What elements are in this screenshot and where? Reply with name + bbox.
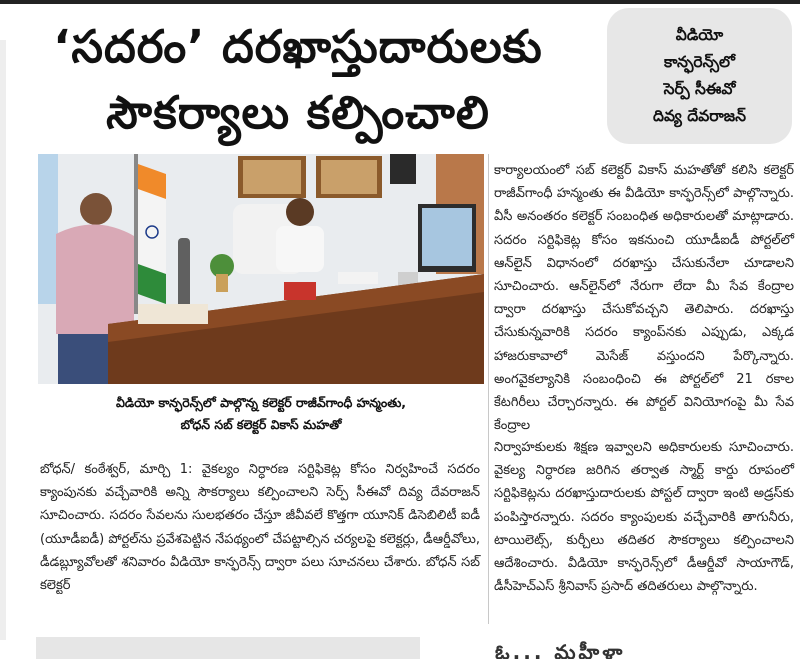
photo-illustration [38,154,484,384]
next-article-strip [36,637,420,659]
article-column-right-continued: నిర్వాహకులకు శిక్షణ ఇవ్వాలని అధికారులకు సూచించారు. వైకల్య నిర్ధారణ జరిగిన తర్వాత స్మార్ట్ కార్డు రూపంలో సర్టిఫికెట్లను దరఖాస్తుదారులకు పోస్టల్ ద్వారా ఇంటి అడ్రస్‌కు పంపిస్తారన్నారు. సదరం క్యాంపులకు వచ్చేవారికి తాగునీరు, టాయిలెట్స్, కుర్చీలు తదితర సౌకర్యాలు కల్పించాలని ఆదేశించారు. వీడియో కాన్ఫరెన్స్‌లో డీఆర్డీవో సాయాగౌడ్, డీసీహెచ్ఎస్ శ్రీనివాస్ ప్రసాద్ తదితరులు పాల్గొన్నారు. [494,440,794,595]
article-column-right: కార్యాలయంలో సబ్ కలెక్టర్ వికాస్ మహతోతో కలిసి కలెక్టర్ రాజీవ్‌గాంధీ హన్మంతు ఈ వీడియో కాన్ఫరెన్స్‌లో పాల్గొన్నారు. వీసీ అనంతరం కలెక్టర్ సంబంధిత అధికారులతో మాట్లాడారు. సదరం సర్టిఫికెట్ల కోసం ఇకనుంచి యూడీఐడీ పోర్టల్‌లో ఆన్‌లైన్ విధానంలో దరఖాస్తు చేసుకునేలా చూడాలని సూచించారు. ఆన్‌లైన్‌లో నేరుగా లేదా మీ సేవ కేంద్రాల ద్వారా దరఖాస్తు చేసుకోవచ్చని తెలిపారు. దరఖాస్తు చేసుకున్నవారికి సదరం క్యాంప్‌నకు ఎప్పుడు, ఎక్కడ హాజరుకావాలో మెసేజ్ వస్తుందని పేర్కొన్నారు. అంగవైకల్యానికి సంబంధించి ఈ పోర్టల్‌లో 21 రకాల కేటగిరీలు చేర్చారన్నారు. ఈ పోర్టల్ వినియోగంపై మీ సేవ కేంద్రాల [494,163,794,434]
page-top-rule [0,0,800,4]
headline [8,14,588,146]
caption-line-1: వీడియో కాన్ఫరెన్స్‌లో పాల్గొన్న కలెక్టర్ రాజీవ్‌గాంధీ హన్మంతు, [115,395,407,410]
subheading-line: వీడియో [675,26,724,44]
subheading-line: సెర్ప్ సీఈవో [663,80,736,98]
page-left-margin [0,40,6,640]
subheading-line: దివ్య దేవరాజన్ [653,107,746,125]
caption-line-2: బోధన్ సబ్ కలెక్టర్ వికాస్ మహతో [180,417,342,432]
next-article-headline-fragment: ఓ... మహీళా [495,640,626,659]
headline-line-2: సౌకర్యాలు కల్పించాలి [106,86,490,139]
subheading-line: కాన్ఫరెన్స్‌లో [664,53,735,71]
column-divider [488,154,489,624]
headline-line-1: ‘సదరం’ దరఖాస్తుదారులకు [53,20,543,73]
subheading-box [607,8,792,144]
article-column-left: బోధన్/ కంఠేశ్వర్, మార్చి 1: వైకల్యం నిర్ధారణ సర్టిఫికెట్ల కోసం నిర్వహించే సదరం క్యాంపునకు వచ్చేవారికి అన్ని సౌకర్యాలు కల్పించాలని సెర్ప్ సీఈవో దివ్య దేవరాజన్ సూచించారు. సదరం సేవలను సులభతరం చేస్తూ జీవీవలే కొత్తగా యూనిక్ డిసెబిలిటీ ఐడీ (యూడీఐడీ) పోర్టల్‌ను ప్రవేశపెట్టిన నేపథ్యంలో చేపట్టాల్సిన చర్యలపై కలెక్టర్లు, డీఆర్డీవోలు, డీడబ్ల్యూవోలతో శనివారం వీడియో కాన్ఫరెన్స్ ద్వారా పలు సూచనలు చేశారు. బోధన్ సబ్ కలెక్టర్ [40,462,480,594]
news-photo [38,154,484,384]
photo-caption [38,392,484,436]
